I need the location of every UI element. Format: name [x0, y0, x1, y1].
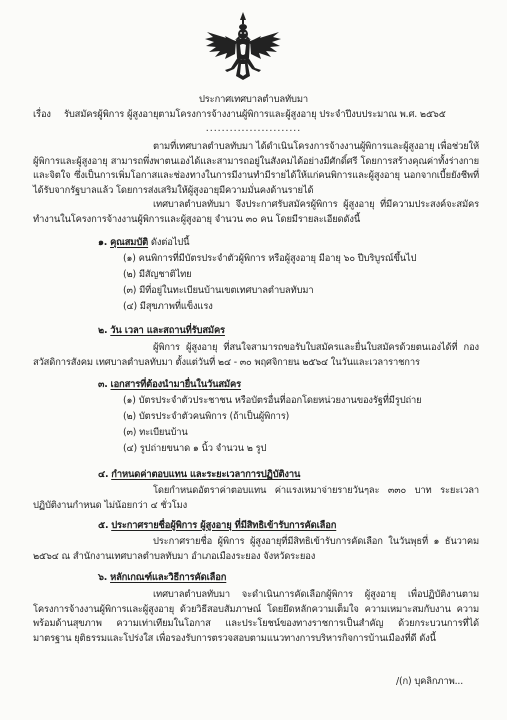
section-1-number: ๑. — [98, 237, 108, 248]
qualification-item: (๒) มีสัญชาติไทย — [123, 269, 192, 280]
section-2-heading — [98, 324, 225, 337]
section-6-body: เทศบาลตำบลทับมา จะดำเนินการคัดเลือกผู้พิการ ผู้สูงอายุ เพื่อปฏิบัติงานตามโครงการจ้างงานผู้พิการและผู้สูงอายุ ด้วยวิธีสอบสัมภาษณ์ โดยยึดหลักความเต็มใจ ความเหมาะสมกับงาน ความพร้อมด้านสุขภาพ ความเท่าเทียมในโอกาส และประโยชน์ของทางราชการเป็นสำคัญ ด้วยกระบวนการที่ได้มาตรฐาน ยุติธรรมและโปร่งใส เพื่อรองรับการตรวจสอบตามแนวทางการบริหารกิจการบ้านเมืองที่ดี ดังนี้ — [33, 589, 479, 644]
document-item: (๒) บัตรประจำตัวคนพิการ (ถ้าเป็นผู้พิการ) — [123, 411, 290, 422]
org-title: ประกาศเทศบาลตำบลทับมา — [199, 94, 308, 105]
section-3-title: เอกสารที่ต้องนำมายื่นในวันสมัคร — [110, 379, 241, 390]
section-4-number: ๔. — [98, 469, 109, 480]
garuda-emblem-icon — [203, 10, 283, 82]
section-1-title: คุณสมบัติ — [110, 237, 149, 248]
section-2-body: ผู้พิการ ผู้สูงอายุ ที่สนใจสามารถขอรับใบสมัครและยื่นใบสมัครด้วยตนเองได้ที่ กองสวัสดิการสังคม เทศบาลตำบลทับมา ตั้งแต่วันที่ ๒๔ - ๓๐ พฤศจิกายน ๒๕๖๔ ในวันและเวลาราชการ — [33, 342, 479, 368]
section-4-title: กำหนดค่าตอบแทน และระยะเวลาการปฏิบัติงาน — [111, 469, 301, 480]
section-6-number: ๖. — [98, 572, 108, 583]
section-5-title: ประกาศรายชื่อผู้พิการ ผู้สูงอายุ ที่มีสิทธิเข้ารับการคัดเลือก — [111, 520, 337, 531]
section-6-heading — [98, 571, 226, 584]
section-6-title: หลักเกณฑ์และวิธีการคัดเลือก — [110, 572, 227, 583]
section-3-number: ๓. — [98, 379, 108, 390]
section-2-number: ๒. — [98, 325, 108, 336]
section-2-title: วัน เวลา และสถานที่รับสมัคร — [110, 325, 225, 336]
document-item: (๓) ทะเบียนบ้าน — [123, 427, 188, 438]
subject-label: เรื่อง — [33, 109, 51, 120]
subject-text: รับสมัครผู้พิการ ผู้สูงอายุตามโครงการจ้างงานผู้พิการและผู้สูงอายุ ประจำปีงบประมาณ พ.ศ. ๒๕๖๕ — [64, 109, 446, 120]
document-item: (๑) บัตรประจำตัวประชาชน หรือบัตรอื่นที่ออกโดยหน่วยงานของรัฐที่มีรูปถ่าย — [123, 395, 422, 406]
intro-paragraph-1: ตามที่เทศบาลตำบลทับมา ได้ดำเนินโครงการจ้างงานผู้พิการและผู้สูงอายุ เพื่อช่วยให้ผู้พิการและผู้สูงอายุ สามารถพึ่งพาตนเองได้และสามารถอยู่ในสังคมได้อย่างมีศักดิ์ศรี โดยการสร้างคุณค่าทั้งร่างกายและจิตใจ ซึ่งเป็นการเพิ่มโอกาสและช่องทางในการมีงานทำมีรายได้ให้แก่คนพิการและผู้สูงอายุ นอกจากเบี้ยยังชีพที่ได้รับจากรัฐบาลแล้ว โดยการส่งเสริมให้ผู้สูงอายุมีความมั่นคงด้านรายได้ — [33, 141, 479, 196]
section-5-number: ๕. — [98, 520, 109, 531]
intro-paragraph-2: เทศบาลตำบลทับมา จึงประกาศรับสมัครผู้พิการ ผู้สูงอายุ ที่มีความประสงค์จะสมัครทำงานในโครงการจ้างงานผู้พิการและผู้สูงอายุ จำนวน ๓๐ คน โดยมีรายละเอียดดังนี้ — [33, 199, 479, 225]
section-5-body: ประกาศรายชื่อ ผู้พิการ ผู้สูงอายุที่มีสิทธิเข้ารับการคัดเลือก ในวันพุธที่ ๑ ธันวาคม ๒๕๖๔ ณ สำนักงานเทศบาลตำบลทับมา อำเภอเมืองระยอง จังหวัดระยอง — [33, 536, 479, 562]
page-continuation: /(ก) บุคลิกภาพ... — [396, 676, 464, 687]
qualification-item: (๑) คนพิการที่มีบัตรประจำตัวผู้พิการ หรือผู้สูงอายุ มีอายุ ๖๐ ปีบริบูรณ์ขึ้นไป — [123, 253, 417, 264]
section-4-heading — [98, 468, 300, 481]
section-3-heading — [98, 378, 241, 391]
title-divider: ........................ — [205, 123, 302, 134]
section-1-suffix: ดังต่อไปนี้ — [150, 237, 190, 248]
section-4-body: โดยกำหนดอัตราค่าตอบแทน ค่าแรงเหมาจ่ายรายวันๆละ ๓๓๐ บาท ระยะเวลาปฏิบัติงานกำหนด ไม่น้อยกว่า ๔ ชั่วโมง — [33, 485, 479, 511]
section-5-heading — [98, 519, 336, 532]
qualification-item: (๔) มีสุขภาพที่แข็งแรง — [123, 301, 213, 312]
section-1-heading — [98, 236, 189, 249]
qualification-item: (๓) มีที่อยู่ในทะเบียนบ้านเขตเทศบาลตำบลทับมา — [123, 285, 314, 296]
document-item: (๔) รูปถ่ายขนาด ๑ นิ้ว จำนวน ๒ รูป — [123, 443, 267, 454]
